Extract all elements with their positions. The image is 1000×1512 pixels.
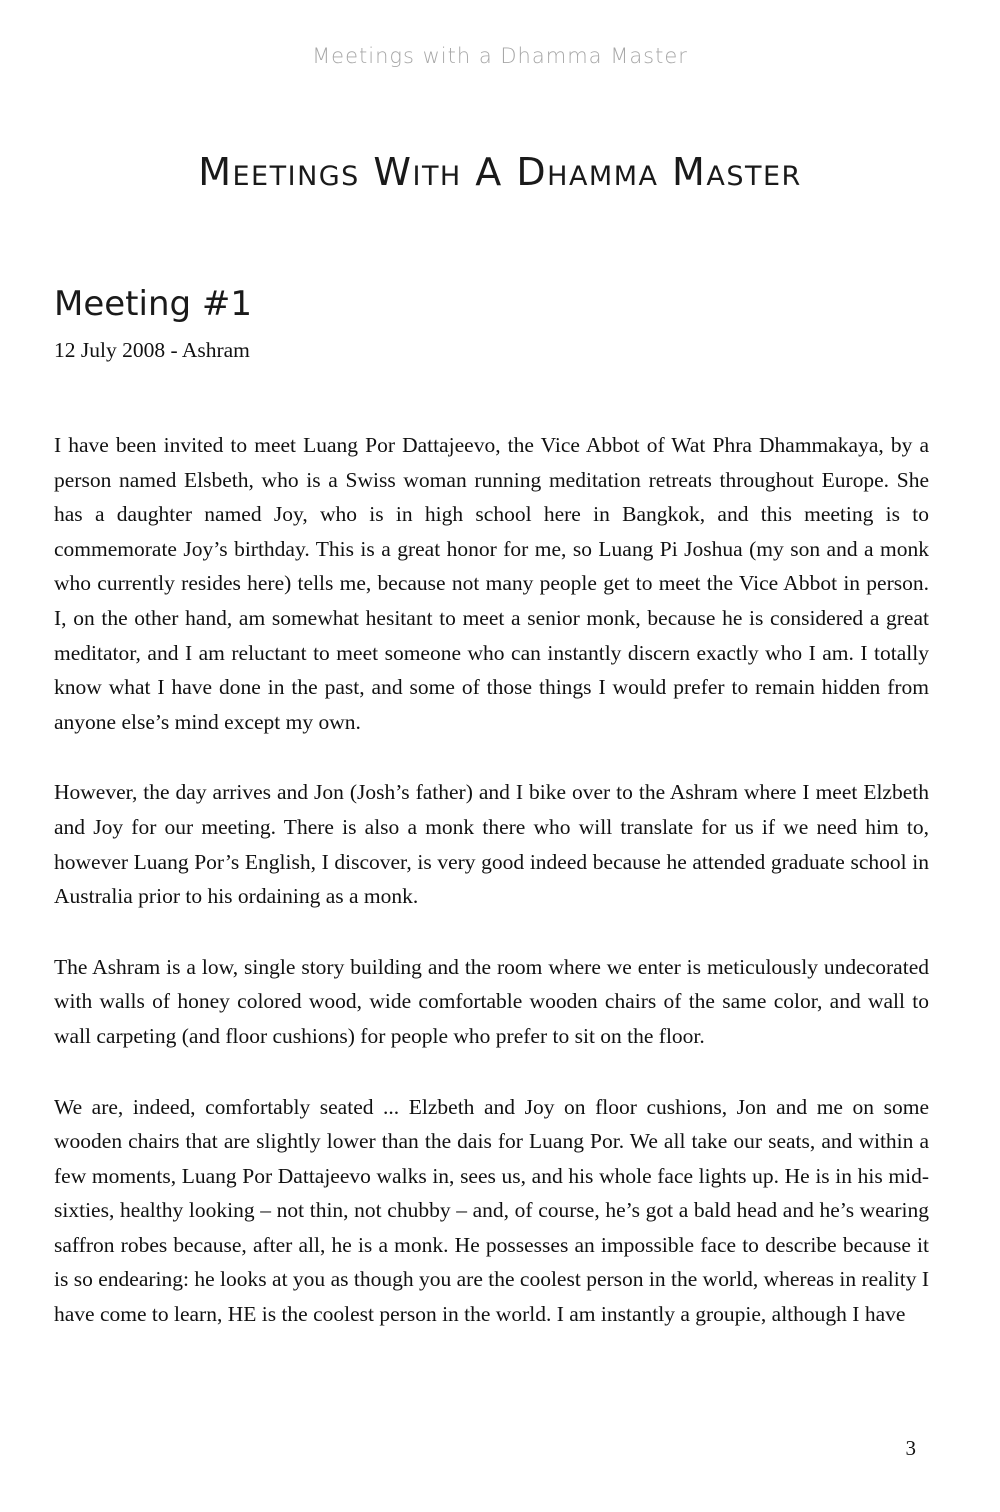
paragraph: I have been invited to meet Luang Por Dattajeevo, the Vice Abbot of Wat Phra Dhammakaya, by a person named Elsbeth, who is a Swiss woman running meditation retreats throughout Europe. She has a daughter named Joy, who is in high school here in Bangkok, and this meeting is to commemorate Joy’s birthday. This is a great honor for me, so Luang Pi Joshua (my son and a monk who currently resides here) tells me, because not many people get to meet the Vice Abbot in person. I, on the other hand, am somewhat hesitant to meet a senior monk, because he is considered a great meditator, and I am reluctant to meet someone who can instantly discern exactly who I am. I totally know what I have done in the past, and some of those things I would prefer to remain hidden from anyone else’s mind except my own.	[54, 433, 929, 734]
paragraph: However, the day arrives and Jon (Josh’s father) and I bike over to the Ashram where I meet Elzbeth and Joy for our meeting. There is also a monk there who will translate for us if we need him to, however Luang Por’s English, I discover, is very good indeed because he attended graduate school in Australia prior to his ordaining as a monk.	[54, 780, 929, 909]
page-number: 3	[905, 1436, 916, 1460]
section-heading: Meeting #1	[54, 284, 253, 324]
chapter-title: Meetings With A Dhamma Master	[198, 150, 802, 194]
section-date: 12 July 2008 - Ashram	[54, 338, 250, 362]
running-header: Meetings with a Dhamma Master	[312, 44, 688, 68]
paragraph: We are, indeed, comfortably seated ... Elzbeth and Joy on floor cushions, Jon and me on some wooden chairs that are slightly lower than the dais for Luang Por. We all take our seats, and within a few moments, Luang Por Dattajeevo walks in, sees us, and his whole face lights up. He is in his mid-sixties, healthy looking – not thin, not chubby – and, of course, he’s got a bald head and he’s wearing saffron robes because, after all, he is a monk. He possesses an impossible face to describe because it is so endearing: he looks at you as though you are the coolest person in the world, whereas in reality I have come to learn, HE is the coolest person in the world. I am instantly a groupie, although I have	[54, 1094, 929, 1327]
paragraph: The Ashram is a low, single story building and the room where we enter is meticulously undecorated with walls of honey colored wood, wide comfortable wooden chairs of the same color, and wall to wall carpeting (and floor cushions) for people who prefer to sit on the floor.	[54, 954, 929, 1048]
body-text	[54, 428, 929, 1368]
